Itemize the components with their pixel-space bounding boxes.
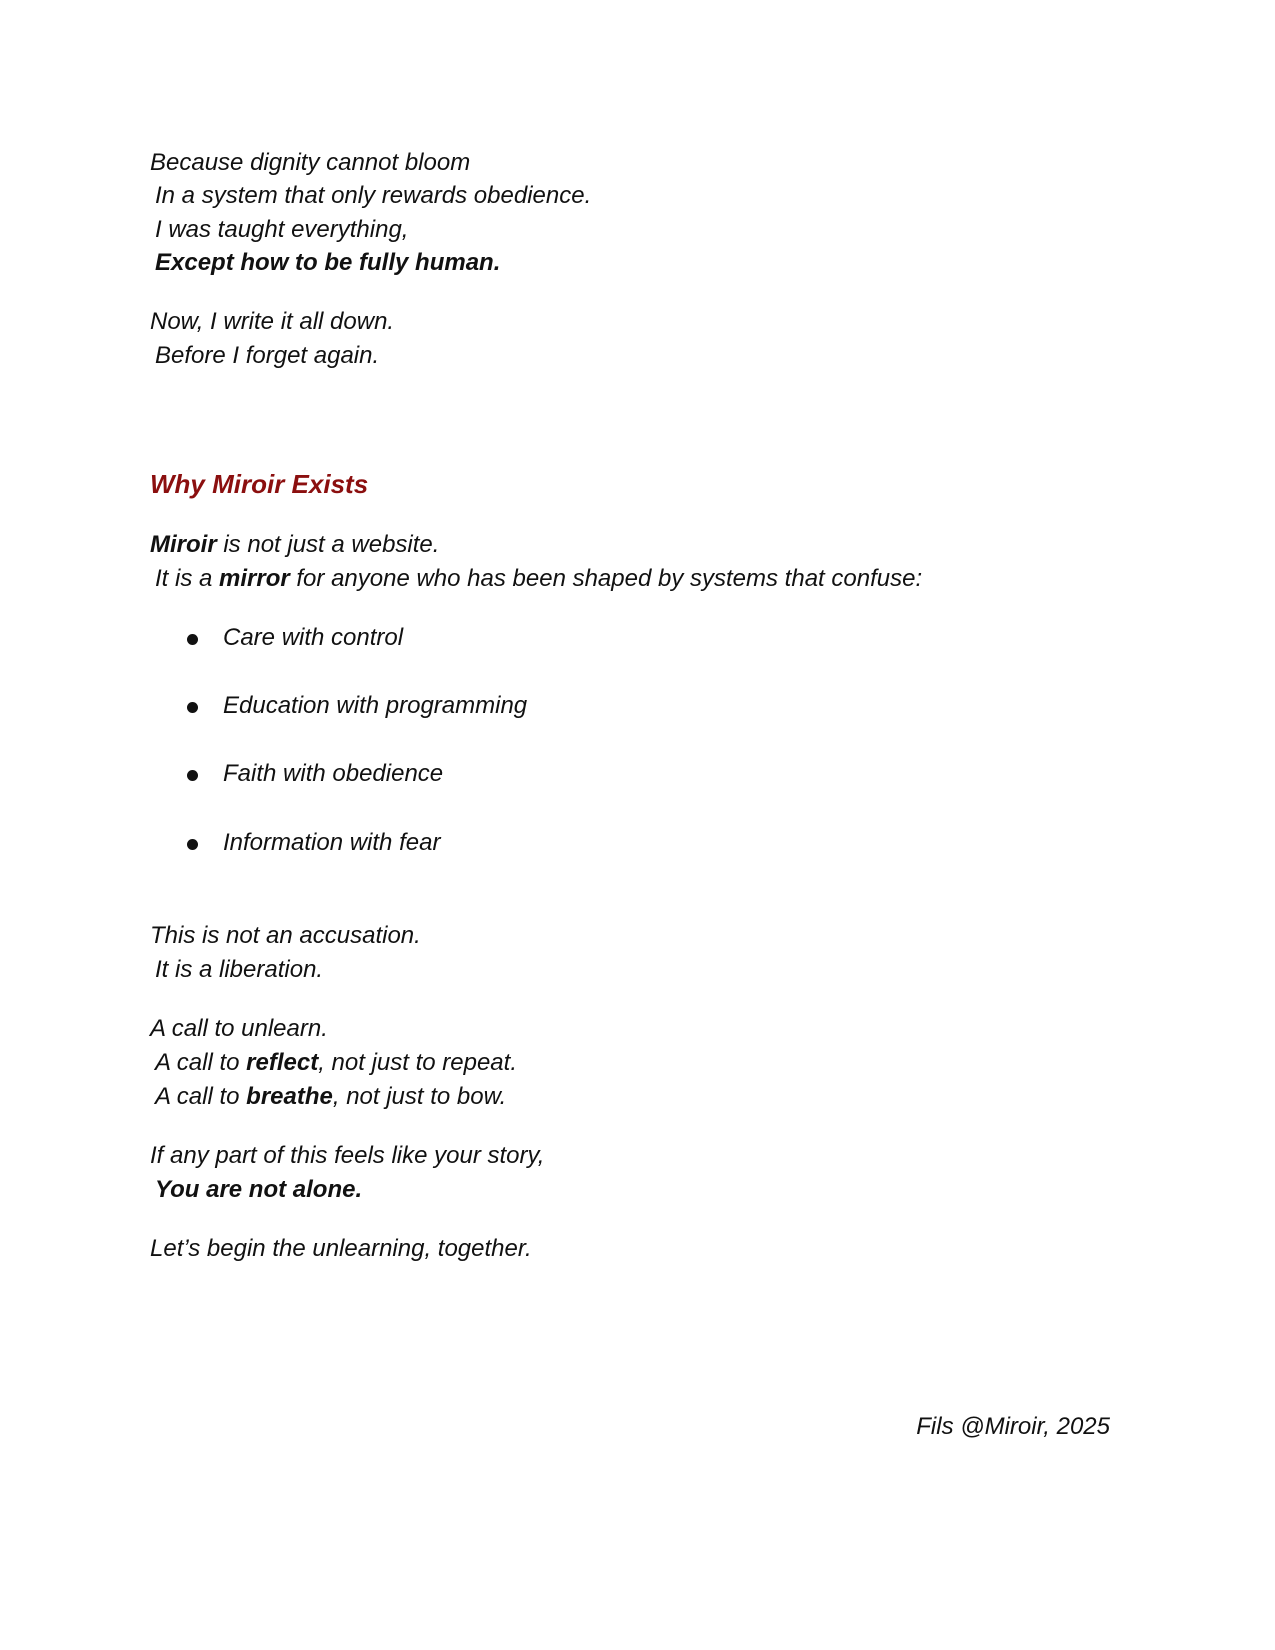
- call-line-1: A call to unlearn.: [150, 1015, 328, 1042]
- liberation-line-1: This is not an accusation.: [150, 922, 421, 949]
- now-line-1: Now, I write it all down.: [150, 308, 395, 335]
- mirror-bold: mirror: [219, 565, 290, 592]
- list-item-text: Care with control: [223, 624, 404, 651]
- bullet-icon: [187, 770, 198, 781]
- intro-line-4: Except how to be fully human.: [155, 249, 501, 276]
- call-line-2: [155, 1048, 517, 1078]
- miroir-bold: Miroir: [150, 531, 217, 558]
- call-line-3: [155, 1082, 506, 1112]
- list-item-text: Information with fear: [223, 829, 441, 856]
- closing-line: Let’s begin the unlearning, together.: [150, 1235, 532, 1262]
- call-2-rest: , not just to repeat.: [318, 1049, 517, 1076]
- intro-line-2: In a system that only rewards obedience.: [155, 182, 592, 209]
- call-3-pre: A call to: [155, 1083, 247, 1110]
- intro-line-3: I was taught everything,: [155, 216, 409, 243]
- list-item-text: Faith with obedience: [223, 760, 444, 787]
- bullet-icon: [187, 839, 198, 850]
- signature: Fils @Miroir, 2025: [916, 1413, 1110, 1440]
- p2-pre: It is a: [155, 565, 220, 592]
- p1-rest: is not just a website.: [216, 531, 440, 558]
- breathe-bold: breathe: [246, 1083, 333, 1110]
- section-heading: Why Miroir Exists: [150, 469, 369, 499]
- story-line-2: You are not alone.: [155, 1176, 363, 1203]
- section-paragraph-line-2: [155, 564, 922, 594]
- now-line-2: Before I forget again.: [155, 342, 380, 369]
- liberation-line-2: It is a liberation.: [155, 956, 324, 983]
- call-2-pre: A call to: [155, 1049, 247, 1076]
- story-line-1: If any part of this feels like your story,: [150, 1142, 545, 1169]
- bullet-icon: [187, 702, 198, 713]
- list-item-text: Education with programming: [223, 692, 528, 719]
- section-paragraph-line-1: [150, 530, 439, 560]
- bullet-icon: [187, 634, 198, 645]
- reflect-bold: reflect: [246, 1049, 319, 1076]
- call-3-rest: , not just to bow.: [332, 1083, 507, 1110]
- intro-line-1: Because dignity cannot bloom: [150, 149, 471, 176]
- p2-rest: for anyone who has been shaped by systems that confuse:: [289, 565, 923, 592]
